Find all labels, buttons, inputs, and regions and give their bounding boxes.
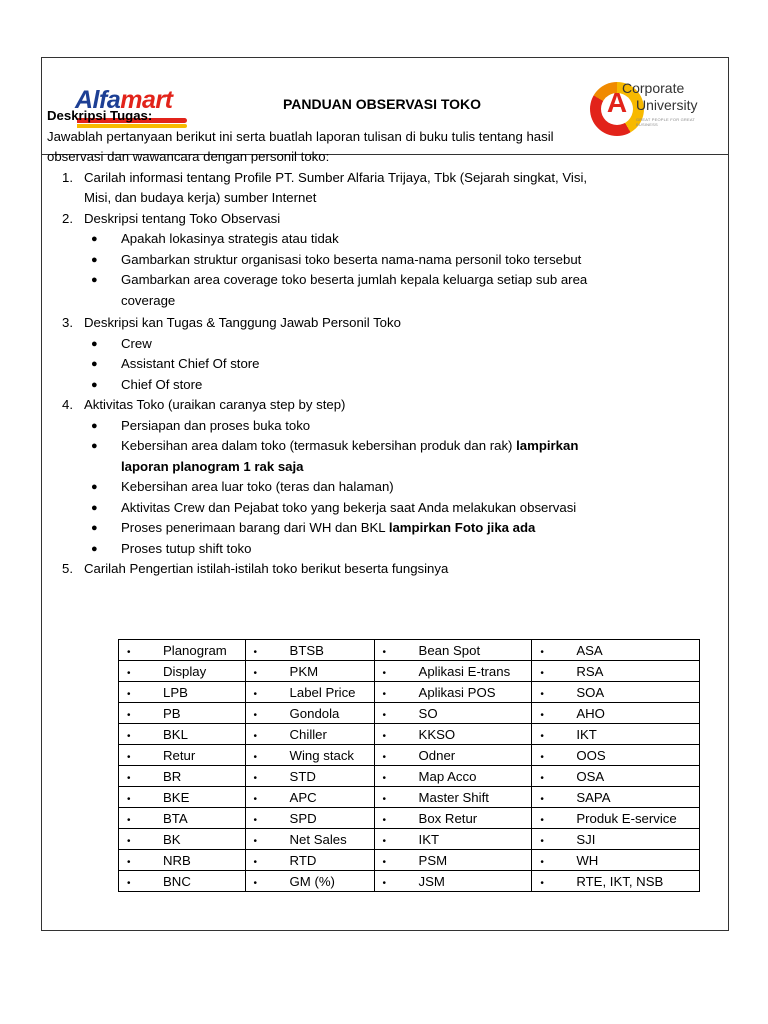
table-cell [374,766,532,787]
cu-logo-word-corporate: Corporate [622,80,685,96]
sub-bullet [47,229,657,250]
bullet-text-bold: laporan planogram 1 rak saja [121,458,304,474]
table-row [119,661,700,682]
bullet-icon: • [382,814,387,826]
term-text: Box Retur [418,810,478,826]
bullet-icon: • [127,772,131,784]
bullet-text: Persiapan dan proses buka toko [121,417,311,433]
table-cell [374,808,532,829]
table-cell [374,871,532,892]
term-text: Net Sales [289,831,347,847]
term-text: Chiller [289,726,327,742]
term-text: Aplikasi POS [418,684,496,700]
table-row [119,766,700,787]
term-text: SOA [576,684,605,700]
bullet-icon: • [127,709,131,721]
table-cell [119,808,246,829]
table-cell [119,766,246,787]
bullet-text: Aktivitas Crew dan Pejabat toko yang bekerja saat Anda melakukan observasi [121,499,577,515]
term-text: PB [163,705,181,721]
bullet-icon: • [540,772,544,784]
term-text: BK [163,831,181,847]
table-cell [532,682,700,703]
table-cell [119,682,246,703]
table-cell [245,808,374,829]
table-row [119,640,700,661]
task-description [47,106,657,580]
term-text: WH [576,852,599,868]
term-text: Bean Spot [418,642,481,658]
cu-logo-word-university: University [636,97,698,113]
table-cell [245,850,374,871]
term-text: OSA [576,768,605,784]
bullet-text-bold: lampirkan [516,438,579,453]
table-cell [374,661,532,682]
table-row [119,829,700,850]
intro-line: observasi dan wawancara dengan personil toko: [47,149,330,164]
bullet-icon: • [382,709,387,721]
bullet-text: Kebersihan area luar toko (teras dan halaman) [121,479,394,494]
bullet-icon: • [127,835,131,847]
table-cell [245,871,374,892]
bullet-icon: • [253,709,258,721]
task-item-4 [47,395,657,416]
bullet-icon: • [382,793,387,805]
bullet-icon: ● [91,358,98,370]
bullet-icon: • [127,751,131,763]
item-text: Aktivitas Toko (uraikan caranya step by step) [84,397,346,412]
term-text: Label Price [289,684,356,700]
bullet-icon: ● [91,419,98,432]
sub-bullet [47,416,657,437]
term-text: RTD [289,852,317,868]
table-cell [119,829,246,850]
term-text: AHO [576,705,605,721]
table-row [119,808,700,829]
table-cell [532,640,700,661]
bullet-icon: • [540,730,544,742]
cu-logo-letter: A [606,87,628,118]
term-text: Retur [163,747,196,763]
term-text: KKSO [418,726,456,742]
table-cell [532,871,700,892]
item-text: Misi, dan budaya kerja) sumber Internet [84,190,317,205]
logo-alfa-text: Alfa [75,86,121,114]
bullet-icon: ● [91,440,98,452]
item-text: Carilah Pengertian istilah-istilah toko berikut beserta fungsinya [84,561,449,576]
term-text: SO [418,705,438,721]
term-text: Aplikasi E-trans [418,663,511,679]
term-text: PKM [289,663,319,679]
bullet-text-bold: lampirkan Foto jika ada [388,520,536,535]
bullet-icon: • [127,730,131,742]
bullet-icon: • [253,646,258,658]
bullet-icon: • [540,709,544,721]
table-cell [374,724,532,745]
bullet-text [121,436,657,457]
term-text: PSM [418,852,448,868]
bullet-icon: • [253,814,258,826]
item-text: Carilah informasi tentang Profile PT. Sumber Alfaria Trijaya, Tbk (Sejarah singkat, Visi, [84,169,588,185]
term-text: BR [163,768,182,784]
term-text: BTA [163,810,188,826]
page-title: PANDUAN OBSERVASI TOKO [282,96,482,112]
table-cell [374,850,532,871]
task-item-2 [47,209,657,230]
bullet-icon: • [253,667,258,679]
bullet-icon: ● [91,274,98,286]
table-cell [119,661,246,682]
table-cell [119,703,246,724]
item-number: 1. [62,169,73,185]
sub-bullet [47,436,657,477]
bullet-icon: • [253,688,258,700]
bullet-text: Assistant Chief Of store [121,356,260,371]
item-number: 3. [62,315,73,330]
bullet-icon: • [127,646,131,658]
term-text: Odner [418,747,456,763]
bullet-icon: • [540,814,544,826]
bullet-icon: • [540,856,544,868]
bullet-icon: • [540,793,544,805]
table-cell [374,640,532,661]
bullet-icon: • [253,877,258,889]
item-number: 2. [62,210,73,226]
sub-bullet [47,270,657,311]
bullet-icon: • [127,667,131,679]
item-text: Deskripsi kan Tugas & Tanggung Jawab Personil Toko [84,315,401,330]
table-cell [245,766,374,787]
bullet-icon: • [540,646,544,658]
bullet-text: Gambarkan area coverage toko beserta jumlah kepala keluarga setiap sub area [121,272,588,287]
bullet-icon: ● [91,233,98,245]
bullet-text: Chief Of store [121,376,203,392]
term-text: Planogram [163,642,227,658]
bullet-icon: ● [91,542,98,555]
bullet-icon: • [127,856,131,868]
item-number: 4. [62,397,73,412]
bullet-icon: ● [91,481,98,493]
table-cell [119,640,246,661]
term-text: SPD [289,810,317,826]
table-row [119,703,700,724]
term-text: STD [289,768,316,784]
bullet-icon: • [127,814,131,826]
sub-bullet [47,539,657,560]
term-text: Produk E-service [576,810,677,826]
table-row [119,787,700,808]
sub-bullet [47,334,657,355]
term-text: APC [289,789,317,805]
bullet-icon: • [253,751,258,763]
bullet-icon: • [540,667,544,679]
table-cell [532,808,700,829]
bullet-text [121,518,657,539]
table-row [119,745,700,766]
table-cell [245,640,374,661]
term-text: JSM [418,873,445,889]
bullet-text-regular: Kebersihan area dalam toko (termasuk kebersihan produk dan rak) [121,438,517,453]
table-row [119,724,700,745]
bullet-icon: • [127,688,131,700]
table-cell [245,661,374,682]
table-row [119,871,700,892]
term-text: OOS [576,747,606,763]
term-text: SJI [576,831,596,847]
table-row [119,682,700,703]
table-cell [119,787,246,808]
table-cell [245,829,374,850]
bullet-icon: • [382,667,387,679]
table-cell [374,682,532,703]
terms-table [118,639,700,892]
bullet-icon: • [382,835,387,847]
bullet-icon: • [540,835,544,847]
table-cell [532,787,700,808]
bullet-icon: • [540,688,544,700]
sub-bullet [47,354,657,375]
term-text: ASA [576,642,603,658]
term-text: BKE [163,789,190,805]
item-text: Deskripsi tentang Toko Observasi [84,210,281,226]
table-cell [119,724,246,745]
logo-mart-text: mart [120,86,173,114]
bullet-icon: ● [91,378,98,391]
bullet-text: Crew [121,335,152,351]
table-cell [119,745,246,766]
sub-bullet [47,477,657,498]
term-text: Gondola [289,705,340,721]
term-text: BNC [163,873,191,889]
bullet-icon: ● [91,501,98,514]
sub-bullet [47,375,657,396]
sub-bullet [47,518,657,539]
task-item-1 [47,168,657,209]
table-cell [245,703,374,724]
term-text: IKT [576,726,597,742]
bullet-icon: • [382,772,387,784]
table-cell [532,661,700,682]
table-cell [245,787,374,808]
bullet-icon: • [253,793,258,805]
table-cell [532,703,700,724]
sub-bullet [47,250,657,271]
bullet-icon: • [382,877,387,889]
bullet-icon: • [382,856,387,868]
bullet-icon: • [127,877,131,889]
term-text: Display [163,663,207,679]
bullet-icon: ● [91,522,98,534]
bullet-icon: • [127,793,131,805]
bullet-icon: • [382,688,387,700]
term-text: LPB [163,684,188,700]
bullet-icon: • [540,877,544,889]
bullet-text: Apakah lokasinya strategis atau tidak [121,231,339,246]
table-cell [532,724,700,745]
table-cell [245,745,374,766]
table-cell [374,787,532,808]
bullet-icon: ● [91,253,98,266]
table-cell [532,829,700,850]
bullet-icon: • [253,730,258,742]
bullet-icon: • [382,730,387,742]
term-text: BKL [163,726,188,742]
bullet-icon: ● [91,337,98,350]
term-text: SAPA [576,789,611,805]
bullet-text: coverage [121,292,176,308]
cu-logo-tagline: GREAT PEOPLE FOR GREAT BUSINESS [636,117,696,127]
table-cell [119,850,246,871]
term-text: Map Acco [418,768,477,784]
bullet-text: Proses tutup shift toko [121,540,252,556]
bullet-icon: • [382,751,387,763]
term-text: RTE, IKT, NSB [576,873,664,889]
task-item-3 [47,313,657,334]
bullet-icon: • [382,646,387,658]
item-number: 5. [62,561,73,576]
bullet-text: Gambarkan struktur organisasi toko beserta nama-nama personil toko tersebut [121,251,582,267]
table-cell [532,850,700,871]
term-text: BTSB [289,642,324,658]
section-heading: Deskripsi Tugas: [47,108,153,123]
table-cell [532,766,700,787]
term-text: Master Shift [418,789,489,805]
bullet-icon: • [253,856,258,868]
bullet-text-regular: Proses penerimaan barang dari WH dan BKL [121,520,389,535]
table-cell [119,871,246,892]
table-cell [374,829,532,850]
table-cell [374,745,532,766]
table-cell [374,703,532,724]
bullet-icon: • [253,772,258,784]
bullet-icon: • [253,835,258,847]
term-text: Wing stack [289,747,355,763]
term-text: GM (%) [289,873,335,889]
bullet-icon: • [540,751,544,763]
term-text: IKT [418,831,440,847]
table-cell [245,724,374,745]
term-text: NRB [163,852,191,868]
table-cell [532,745,700,766]
sub-bullet [47,498,657,519]
task-item-5 [47,559,657,580]
table-row [119,850,700,871]
term-text: RSA [576,663,604,679]
table-cell [245,682,374,703]
intro-line: Jawablah pertanyaan berikut ini serta buatlah laporan tulisan di buku tulis tentang hasil [47,128,554,144]
